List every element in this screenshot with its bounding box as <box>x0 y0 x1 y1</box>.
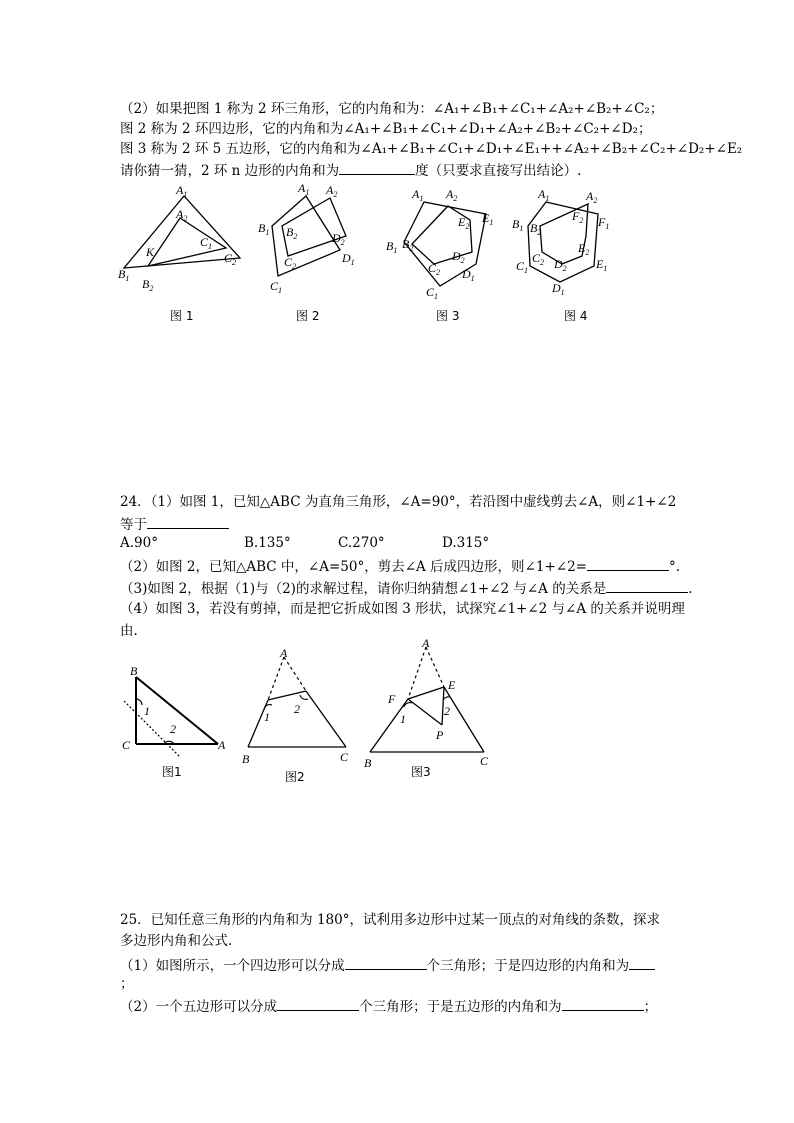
fig4-label-e1: $E_1$ <box>596 257 608 273</box>
fig2-label-b2: $B_2$ <box>286 225 298 241</box>
q24-option-b[interactable]: B.135° <box>244 535 291 551</box>
fig3-label-c1: $C_1$ <box>426 285 439 301</box>
fig4-label-a1: $A_1$ <box>538 187 550 203</box>
q24-fig1-label-b: B <box>130 664 138 678</box>
q25-line-3 <box>120 955 655 975</box>
q23-caption-2: 图 2 <box>296 309 320 323</box>
fig3-label-e1: $E_1$ <box>482 211 494 227</box>
fig4-label-c1: $C_1$ <box>516 259 529 275</box>
q25-line-3-prefix: （1）如图所示，一个四边形可以分成 <box>120 958 345 974</box>
fig2-label-d2: $D_2$ <box>332 231 345 247</box>
q25-answer-blank-1[interactable] <box>345 955 427 970</box>
q24-fig1-angle-1: 1 <box>144 704 150 718</box>
fig1-label-c2: $C_2$ <box>224 251 237 267</box>
fig3-label-d2: $D_2$ <box>452 249 465 265</box>
q24-line-3-suffix: °. <box>668 559 681 575</box>
q24-line-4 <box>120 578 693 598</box>
q24-answer-blank-1[interactable] <box>147 514 229 529</box>
q24-fig1-label-c: C <box>122 738 131 752</box>
q24-line-6: 由. <box>120 623 138 639</box>
fig2-label-b1: $B_1$ <box>258 221 270 237</box>
q25-line-4: ； <box>120 976 134 992</box>
q23-line-4 <box>120 160 581 180</box>
q25-line-5-middle: 个三角形；于是五边形的内角和为 <box>359 999 562 1015</box>
q24-fig2-angle-1: 1 <box>264 710 270 724</box>
fig1-label-a1: $A_1$ <box>176 183 188 199</box>
q23-line-4-suffix: 度（只要求直接写出结论）. <box>415 163 582 179</box>
q24-figure-3 <box>362 635 497 770</box>
q24-fig1-angle-2: 2 <box>170 722 176 736</box>
q24-option-c[interactable]: C.270° <box>338 535 385 551</box>
fig3-label-e2: $E_2$ <box>458 215 470 231</box>
q24-fig3-label-f: F <box>388 692 396 706</box>
fig4-label-c2: $C_2$ <box>532 251 545 267</box>
q24-fig3-angle-1: 1 <box>400 712 406 726</box>
q25-answer-blank-2[interactable] <box>629 955 655 970</box>
fig1-label-c1: $C_1$ <box>200 235 213 251</box>
q24-answer-blank-2[interactable] <box>587 556 669 571</box>
q24-fig2-label-a: A <box>280 646 288 660</box>
q24-line-2-text: 等于 <box>120 517 147 533</box>
q24-line-5: （4）如图 3，若没有剪掉，而是把它折成如图 3 形状，试探究∠1+∠2 与∠A 的关系并说明理 <box>120 601 685 617</box>
fig1-label-b2: $B_2$ <box>142 277 154 293</box>
q23-line-4-prefix: 请你猜一猜，2 环 n 边形的内角和为 <box>120 163 340 179</box>
q23-answer-blank[interactable] <box>339 160 415 175</box>
fig3-label-a2: $A_2$ <box>446 187 458 203</box>
fig4-label-f1: $F_1$ <box>598 215 610 231</box>
q24-line-2 <box>120 514 229 534</box>
fig3-label-b2: $B_2$ <box>402 237 414 253</box>
q24-fig3-label-a: A <box>422 636 430 650</box>
fig4-label-b2: $B_2$ <box>530 221 542 237</box>
fig1-label-b1: $B_1$ <box>118 267 130 283</box>
q25-line-5-suffix: ； <box>643 999 658 1015</box>
q25-line-5 <box>120 996 657 1016</box>
q24-figure-2 <box>238 645 358 770</box>
q23-line-2: 图 2 称为 2 环四边形，它的内角和为∠A₁+∠B₁+∠C₁+∠D₁+∠A₂+∠B₂+∠C₂+∠D₂； <box>120 121 652 137</box>
q23-figure-1 <box>114 180 254 295</box>
fig2-label-a1: $A_1$ <box>298 181 310 197</box>
fig3-label-b1: $B_1$ <box>386 239 398 255</box>
fig4-hexagon-2 <box>540 204 588 264</box>
fig2-quad-1 <box>272 196 340 276</box>
fig4-label-f2: $F_2$ <box>572 209 584 225</box>
q24-fig2-label-c: C <box>340 750 349 764</box>
q24-fig3-label-e: E <box>448 678 456 692</box>
fig2-label-a2: $A_2$ <box>326 183 338 199</box>
q24-option-d[interactable]: D.315° <box>442 535 490 551</box>
q23-caption-1: 图 1 <box>170 309 194 323</box>
q24-answer-blank-3[interactable] <box>606 578 688 593</box>
q23-figure-4 <box>510 180 620 300</box>
fig2-label-c1: $C_1$ <box>270 279 283 295</box>
q24-fig1-label-a: A <box>218 738 226 752</box>
q24-line-3-prefix: （2）如图 2，已知△ABC 中，∠A=50°，剪去∠A 后成四边形，则∠1+∠2= <box>120 559 587 575</box>
q24-fig3-label-b: B <box>364 756 372 770</box>
q25-line-3-middle: 个三角形；于是四边形的内角和为 <box>426 958 630 974</box>
q25-answer-blank-3[interactable] <box>277 996 359 1011</box>
q24-caption-3: 图3 <box>411 765 431 779</box>
fig4-label-b1: $B_1$ <box>512 217 524 233</box>
q24-caption-1: 图1 <box>162 765 182 779</box>
fig4-label-d1: $D_1$ <box>552 281 565 297</box>
q24-line-4-prefix: （3)如图 2，根据（1)与（2)的求解过程，请你归纳猜想∠1+∠2 与∠A 的关系是 <box>120 581 607 597</box>
q24-fig2-angle-2: 2 <box>294 702 300 716</box>
q24-line-3 <box>120 556 680 576</box>
q25-line-2: 多边形内角和公式. <box>120 933 233 949</box>
fig3-label-a1: $A_1$ <box>412 187 424 203</box>
q23-caption-3: 图 3 <box>436 309 460 323</box>
fig2-label-d1: $D_1$ <box>342 251 355 267</box>
q24-option-a[interactable]: A.90° <box>120 535 158 551</box>
fig4-label-a2: $A_2$ <box>586 189 598 205</box>
fig2-label-c2: $C_2$ <box>284 255 297 271</box>
q24-caption-2: 图2 <box>285 770 305 784</box>
fig1-label-k: K <box>146 245 155 259</box>
q23-line-3: 图 3 称为 2 环 5 五边形，它的内角和为∠A₁+∠B₁+∠C₁+∠D₁+∠E₁++∠A₂+∠B₂+∠C₂+∠D₂+∠E₂ <box>120 141 743 157</box>
fig3-label-c2: $C_2$ <box>428 261 441 277</box>
q23-caption-4: 图 4 <box>564 309 588 323</box>
fig3-label-d1: $D_1$ <box>462 267 475 283</box>
q24-line-4-suffix: . <box>688 581 693 597</box>
fig4-label-d2: $D_2$ <box>554 257 567 273</box>
q25-line-5-prefix: （2）一个五边形可以分成 <box>120 999 278 1015</box>
q24-fig2-label-b: B <box>242 752 250 766</box>
q24-figure-1 <box>118 665 238 765</box>
q24-line-1: 24．（1）如图 1，已知△ABC 为直角三角形，∠A=90°，若沿图中虚线剪去∠A，则∠1+∠2 <box>120 494 677 510</box>
q23-line-1: （2）如果把图 1 称为 2 环三角形，它的内角和为：∠A₁+∠B₁+∠C₁+∠A₂+∠B₂+∠C₂； <box>120 101 664 117</box>
q23-figure-3 <box>382 180 507 300</box>
q24-fig3-angle-2: 2 <box>444 704 450 718</box>
fig4-label-e2: $E_2$ <box>578 241 590 257</box>
q24-fig3-label-c: C <box>480 754 489 768</box>
q23-figure-2 <box>254 180 374 295</box>
q25-answer-blank-4[interactable] <box>562 996 644 1011</box>
q25-line-1: 25．已知任意三角形的内角和为 180°，试利用多边形中过某一顶点的对角线的条数，探求 <box>120 912 660 928</box>
fig1-label-a2: $A_2$ <box>176 207 188 223</box>
q24-fig3-label-p: P <box>436 728 444 742</box>
